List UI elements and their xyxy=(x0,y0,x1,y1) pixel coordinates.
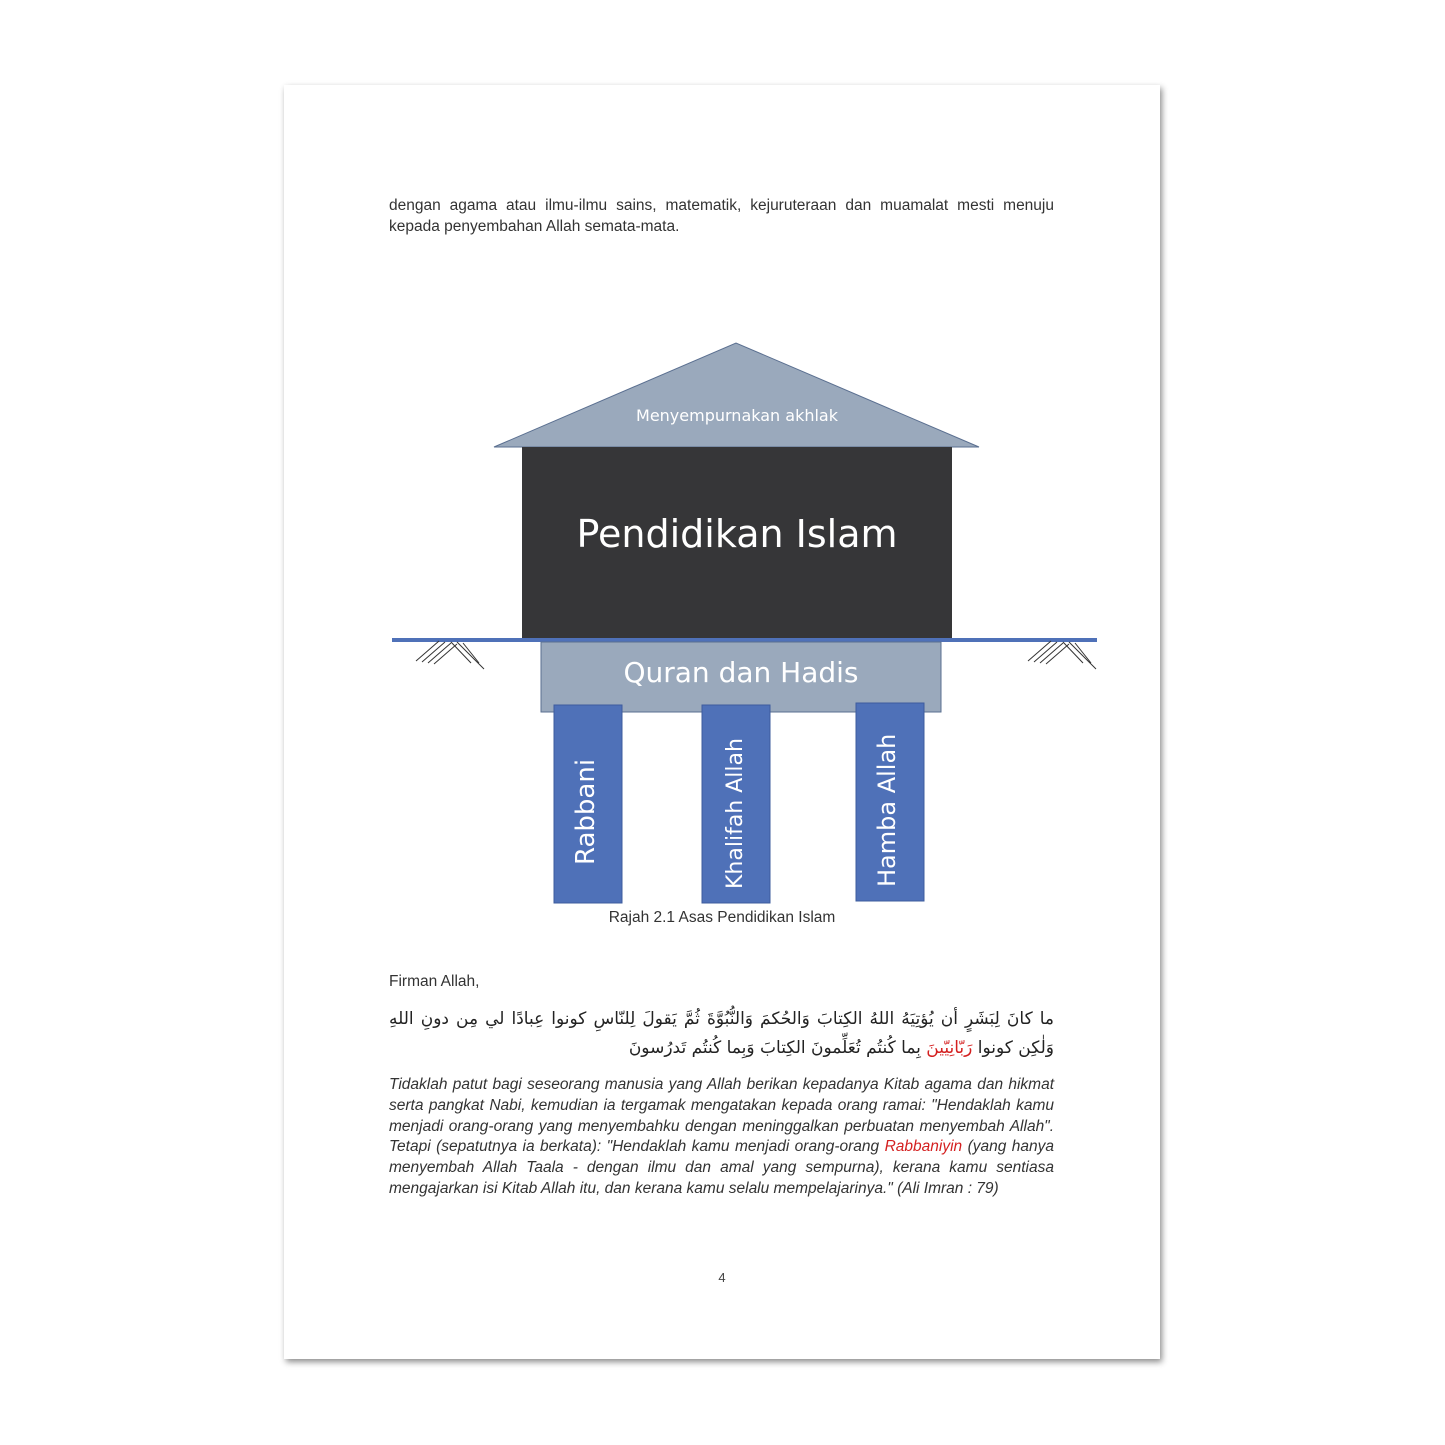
roof-label: Menyempurnakan akhlak xyxy=(636,406,838,425)
arabic-verse-line1: ما كانَ لِبَشَرٍ أن يُؤتِيَهُ اللهُ الكِتابَ وَالحُكمَ وَالنُّبُوَّةَ ثُمَّ يَقولَ لِلنّاسِ كونوا عِبادًا لي مِن دونِ xyxy=(420,1009,1054,1029)
verse-translation xyxy=(389,1075,1054,1200)
figure-caption: Rajah 2.1 Asas Pendidikan Islam xyxy=(608,909,836,926)
document-page xyxy=(284,85,1160,1359)
house-label: Pendidikan Islam xyxy=(576,512,898,556)
arabic-verse-line2-end: بِما كُنتُم تُعَلِّمونَ الكِتابَ وَبِما كُنتُم تَدرُسونَ xyxy=(628,1038,927,1058)
arabic-verse-line2-start: اللهِ وَلٰكِن كونوا xyxy=(389,1009,1054,1058)
pillar-label-rabbani: Rabbani xyxy=(571,758,601,865)
arabic-verse xyxy=(389,1005,1054,1063)
pillar-label-hamba-allah: Hamba Allah xyxy=(873,733,901,887)
right-ground-hatch xyxy=(1028,641,1096,669)
left-ground-hatch xyxy=(416,641,484,669)
arabic-highlight-rabbaniyyin: رَبّانِيّينَ xyxy=(926,1038,973,1058)
roof-triangle xyxy=(494,343,979,447)
pillar-label-khalifah-allah: Khalifah Allah xyxy=(723,738,748,889)
translation-part2: (yang hanya menyembah Allah Taala - dengan ilmu dan amal yang sempurna), kerana kamu sentiasa mengajarkan isi Kitab Allah itu, dan kerana kamu selalu mempelajarinya." (Ali Imran : 79) xyxy=(389,1138,1055,1197)
body-paragraph: dengan agama atau ilmu-ilmu sains, matematik, kejuruteraan dan muamalat mesti menuju kepada penyembahan Allah semata-mata. xyxy=(389,197,1054,235)
translation-highlight-rabbaniyin: Rabbaniyin xyxy=(884,1138,963,1156)
foundation-label: Quran dan Hadis xyxy=(623,656,859,689)
firman-label: Firman Allah, xyxy=(389,973,480,990)
page-number: 4 xyxy=(718,1270,726,1285)
translation-part1: Tidaklah patut bagi seseorang manusia yang Allah berikan kepadanya Kitab agama dan hikmat serta pangkat Nabi, kemudian ia tergamak mengatakan kepada orang ramai: "Hendaklah kamu menjadi orang-orang yang menyembahku dengan meninggalkan perbuatan menyembah Allah". Tetapi (sepatutnya ia berkata): "Hendaklah kamu menjadi orang-orang xyxy=(389,1076,1054,1156)
